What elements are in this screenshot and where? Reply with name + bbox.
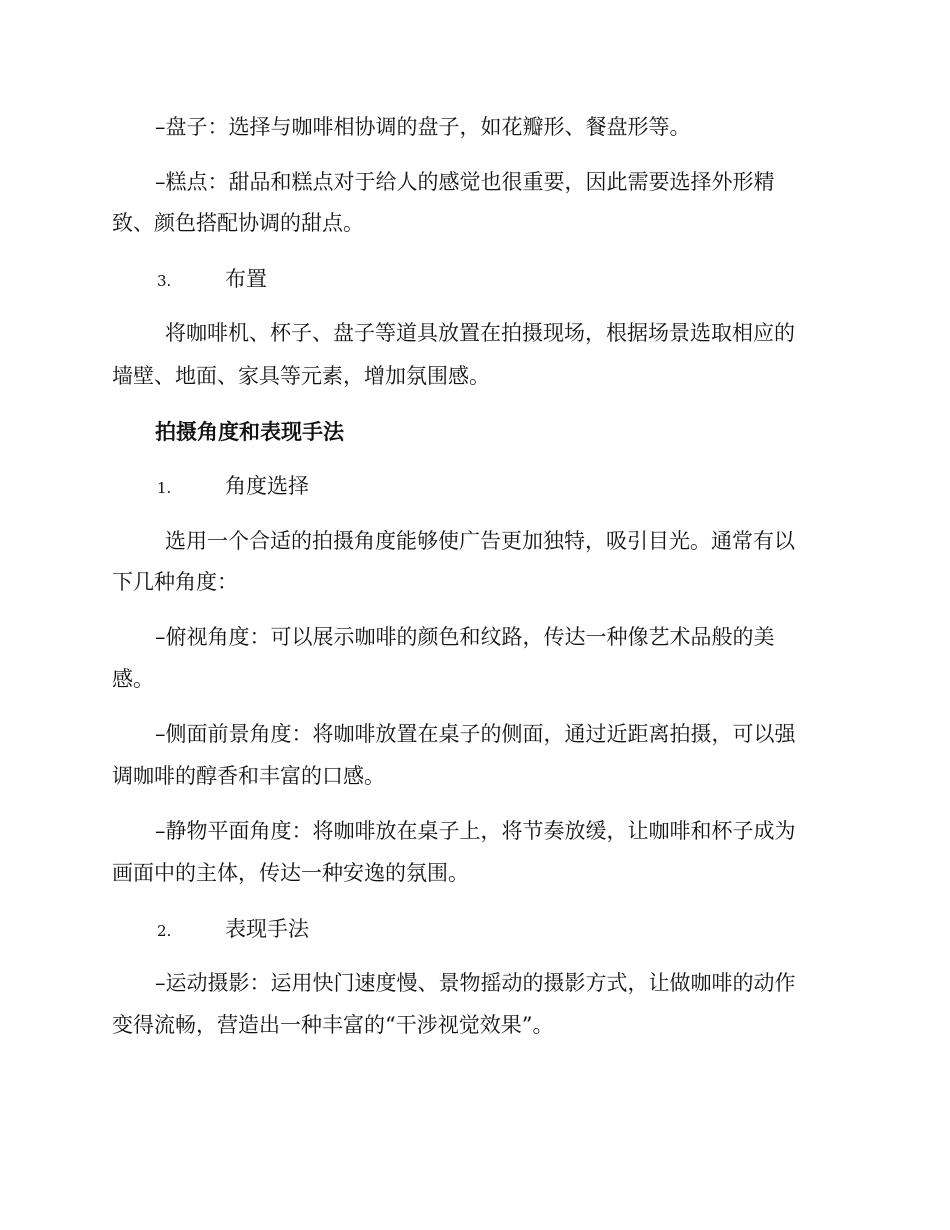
still-angle-line-2: 画面中的主体，传达一种安逸的氛围。 — [112, 861, 469, 885]
list-item-angle — [157, 471, 309, 503]
list-item-layout — [157, 264, 267, 296]
list-item-technique — [157, 914, 309, 946]
layout-paragraph-line-1: 将咖啡机、杯子、盘子等道具放置在拍摄现场，根据场景选取相应的 — [165, 321, 795, 345]
list-number: 1. — [157, 479, 172, 497]
angle-intro-line-2: 下几种角度： — [112, 570, 238, 594]
overhead-angle-line-2: 感。 — [112, 667, 154, 691]
side-angle-line-2: 调咖啡的醇香和丰富的口感。 — [112, 764, 385, 788]
layout-paragraph-line-2: 墙壁、地面、家具等元素，增加氛围感。 — [112, 364, 490, 388]
pastry-paragraph-line-1: –糕点：甜品和糕点对于给人的感觉也很重要，因此需要选择外形精 — [155, 170, 775, 194]
side-angle-line-1: –侧面前景角度：将咖啡放置在桌子的侧面，通过近距离拍摄，可以强 — [155, 722, 796, 746]
list-number: 3. — [157, 272, 172, 290]
overhead-angle-line-1: –俯视角度：可以展示咖啡的颜色和纹路，传达一种像艺术品般的美 — [155, 625, 775, 649]
section-heading: 拍摄角度和表现手法 — [155, 420, 344, 444]
motion-paragraph-line-1: –运动摄影：运用快门速度慢、景物摇动的摄影方式，让做咖啡的动作 — [155, 971, 796, 995]
list-label: 表现手法 — [225, 917, 309, 941]
motion-paragraph-line-2: 变得流畅，营造出一种丰富的“干涉视觉效果”。 — [112, 1013, 554, 1037]
list-number: 2. — [157, 922, 172, 940]
still-angle-line-1: –静物平面角度：将咖啡放在桌子上，将节奏放缓，让咖啡和杯子成为 — [155, 819, 796, 843]
angle-intro-line-1: 选用一个合适的拍摄角度能够使广告更加独特，吸引目光。通常有以 — [165, 529, 795, 553]
list-label: 布置 — [225, 267, 267, 291]
pastry-paragraph-line-2: 致、颜色搭配协调的甜点。 — [112, 211, 364, 235]
list-label: 角度选择 — [225, 474, 309, 498]
plate-paragraph: –盘子：选择与咖啡相协调的盘子，如花瓣形、餐盘形等。 — [155, 115, 691, 139]
